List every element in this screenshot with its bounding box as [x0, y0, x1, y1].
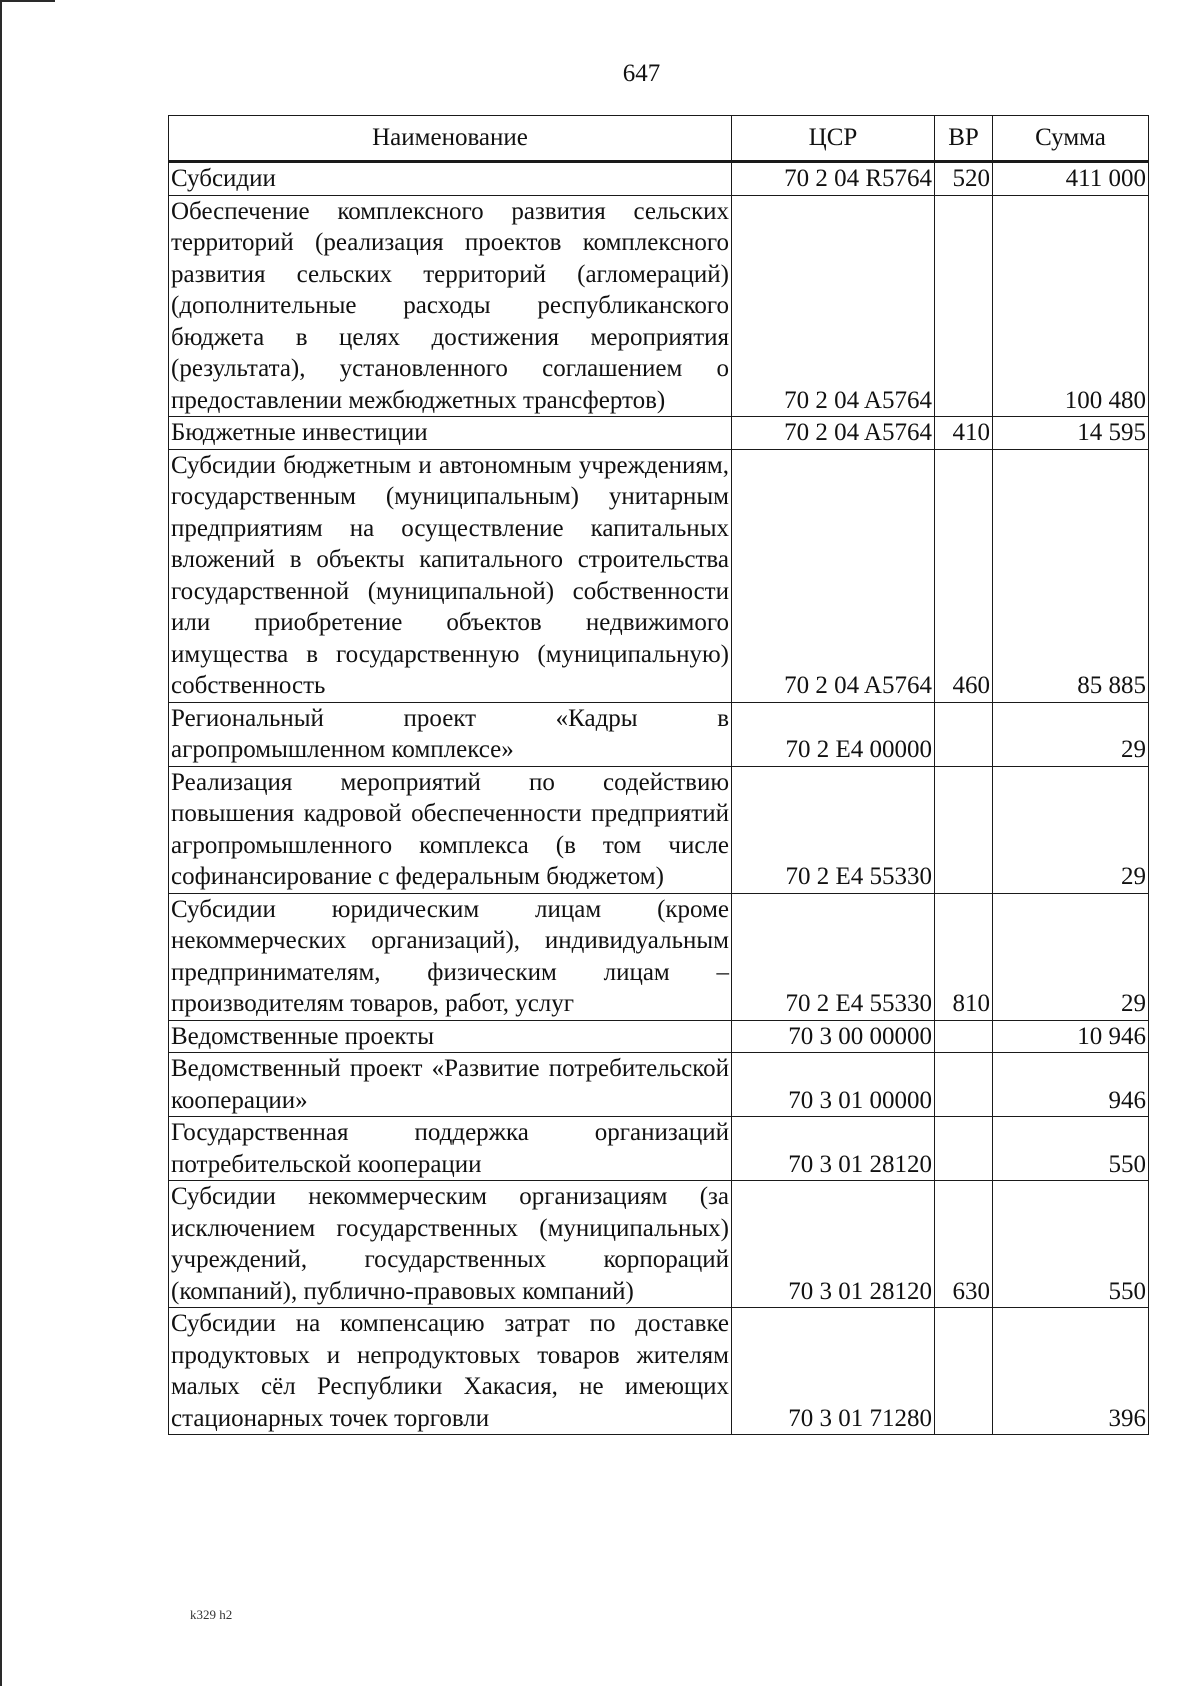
row-sum: 10 946: [993, 1020, 1149, 1053]
table-row: [169, 1117, 1149, 1181]
row-vr: 630: [935, 1181, 993, 1308]
row-csr: 70 2 E4 55330: [732, 893, 935, 1020]
page-number: 647: [622, 60, 661, 87]
row-sum: 396: [993, 1308, 1149, 1435]
row-name: Бюджетные инвестиции: [169, 417, 732, 450]
row-name: Ведомственные проекты: [169, 1020, 732, 1053]
row-sum: 14 595: [993, 417, 1149, 450]
column-header-csr: ЦСР: [732, 116, 935, 162]
column-header-name: Наименование: [169, 116, 732, 162]
row-csr: 70 2 04 R5764: [732, 162, 935, 196]
table-row: [169, 766, 1149, 893]
row-vr: 460: [935, 449, 993, 702]
row-csr: 70 2 04 A5764: [732, 449, 935, 702]
row-vr: 520: [935, 162, 993, 196]
row-vr: 410: [935, 417, 993, 450]
budget-table: [168, 115, 1149, 1435]
row-csr: 70 3 01 71280: [732, 1308, 935, 1435]
row-sum: 411 000: [993, 162, 1149, 196]
table-row: [169, 1181, 1149, 1308]
table-row: [169, 893, 1149, 1020]
row-name: Субсидии юридическим лицам (кроме некоммерческих организаций), индивидуальным предпринимателям, физическим лицам – производителям товаров, работ, услуг: [169, 893, 732, 1020]
row-name: Субсидии некоммерческим организациям (за исключением государственных (муниципальных) учреждений, государственных корпораций (компаний), публично-правовых компаний): [169, 1181, 732, 1308]
row-sum: 550: [993, 1181, 1149, 1308]
row-sum: 550: [993, 1117, 1149, 1181]
table-row: [169, 162, 1149, 196]
row-vr: [935, 195, 993, 417]
footer-code: k329 h2: [190, 1607, 233, 1622]
column-header-vr: ВР: [935, 116, 993, 162]
row-name: Государственная поддержка организаций потребительской кооперации: [169, 1117, 732, 1181]
row-csr: 70 3 01 28120: [732, 1117, 935, 1181]
row-name: Ведомственный проект «Развитие потребительской кооперации»: [169, 1053, 732, 1117]
table-row: [169, 449, 1149, 702]
row-sum: 29: [993, 893, 1149, 1020]
row-sum: 946: [993, 1053, 1149, 1117]
row-csr: 70 2 E4 55330: [732, 766, 935, 893]
row-vr: [935, 766, 993, 893]
row-vr: [935, 1020, 993, 1053]
table-row: [169, 1308, 1149, 1435]
row-csr: 70 2 04 A5764: [732, 417, 935, 450]
row-csr: 70 2 E4 00000: [732, 702, 935, 766]
row-name: Реализация мероприятий по содействию повышения кадровой обеспеченности предприятий агропромышленного комплекса (в том числе софинансирование с федеральным бюджетом): [169, 766, 732, 893]
row-name: Обеспечение комплексного развития сельских территорий (реализация проектов комплексного развития сельских территорий (агломераций) (дополнительные расходы республиканского бюджета в целях достижения мероприятия (результата), установленного соглашением о предоставлении межбюджетных трансфертов): [169, 195, 732, 417]
scan-left-edge: [0, 0, 2, 1686]
row-sum: 29: [993, 702, 1149, 766]
table-row: [169, 702, 1149, 766]
row-vr: [935, 1308, 993, 1435]
table-header-row: [169, 116, 1149, 162]
row-vr: 810: [935, 893, 993, 1020]
row-vr: [935, 1117, 993, 1181]
table-row: [169, 1053, 1149, 1117]
table-row: [169, 417, 1149, 450]
row-csr: 70 3 00 00000: [732, 1020, 935, 1053]
table-row: [169, 1020, 1149, 1053]
row-sum: 85 885: [993, 449, 1149, 702]
row-sum: 29: [993, 766, 1149, 893]
row-csr: 70 3 01 00000: [732, 1053, 935, 1117]
row-sum: 100 480: [993, 195, 1149, 417]
row-csr: 70 2 04 A5764: [732, 195, 935, 417]
row-name: Субсидии на компенсацию затрат по доставке продуктовых и непродуктовых товаров жителям малых сёл Республики Хакасия, не имеющих стационарных точек торговли: [169, 1308, 732, 1435]
row-name: Субсидии бюджетным и автономным учреждениям, государственным (муниципальным) унитарным предприятиям на осуществление капитальных вложений в объекты капитального строительства государственной (муниципальной) собственности или приобретение объектов недвижимого имущества в государственную (муниципальную) собственность: [169, 449, 732, 702]
table-row: [169, 195, 1149, 417]
row-vr: [935, 1053, 993, 1117]
row-name: Региональный проект «Кадры в агропромышленном комплексе»: [169, 702, 732, 766]
column-header-sum: Сумма: [993, 116, 1149, 162]
row-name: Субсидии: [169, 162, 732, 196]
row-csr: 70 3 01 28120: [732, 1181, 935, 1308]
scan-top-mark: [0, 0, 55, 2]
row-vr: [935, 702, 993, 766]
